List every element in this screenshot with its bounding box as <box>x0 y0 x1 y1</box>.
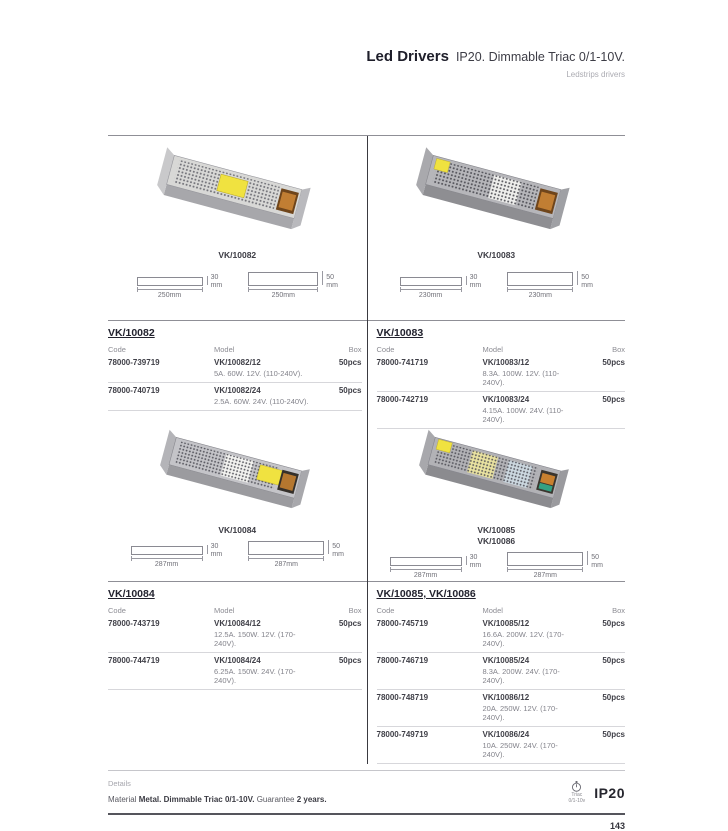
product-figure <box>368 429 626 581</box>
dimension-line <box>131 558 203 559</box>
product-code: 78000-748719 <box>376 693 429 702</box>
product-photo-vk10082 <box>144 146 330 246</box>
product-code: 78000-739719 <box>108 358 160 367</box>
dimension-diagram-50mm <box>248 540 344 569</box>
dimension-diagram-30mm <box>137 274 223 300</box>
triac-label: Triac <box>571 792 583 798</box>
length-label: 287mm <box>154 561 179 568</box>
product-caption-line: VK/10083 <box>477 250 516 260</box>
box-qty: 50pcs <box>338 358 362 367</box>
dimension-diagram-30mm <box>131 543 223 569</box>
length-label: 287mm <box>533 572 557 579</box>
model-name: VK/10082/12 <box>214 358 261 367</box>
product-figure <box>368 136 626 320</box>
table-row <box>108 383 362 411</box>
model-name: VK/10086/12 <box>482 693 530 702</box>
col-header-box: Box <box>348 606 362 615</box>
model-specs: 8.3A. 200W. 24V. (170-240V). <box>482 667 560 685</box>
box-qty: 50pcs <box>602 730 625 739</box>
col-header-model: Model <box>482 345 503 354</box>
product-code: 78000-744719 <box>108 656 160 665</box>
height-tick <box>466 276 467 285</box>
table-header-row <box>377 346 626 355</box>
height-tick <box>322 271 323 285</box>
model-specs: 2.5A. 60W. 24V. (110-240V). <box>214 397 309 406</box>
col-header-box: Box <box>612 345 625 354</box>
height-tick <box>577 271 578 285</box>
box-qty: 50pcs <box>338 619 362 628</box>
model-name: VK/10086/24 <box>482 730 530 739</box>
dimension-diagram-50mm <box>248 271 338 300</box>
table-row <box>108 616 362 653</box>
product-figure <box>108 136 367 320</box>
col-header-box: Box <box>348 345 362 354</box>
spec-title: VK/10082 <box>108 327 155 339</box>
table-row <box>377 653 626 690</box>
dimension-diagram-30mm <box>400 274 482 300</box>
height-label: 50 mm <box>591 554 603 569</box>
product-section-vk10082 <box>108 136 367 429</box>
product-code: 78000-745719 <box>376 619 429 628</box>
table-row <box>377 690 626 727</box>
spec-table <box>368 581 626 764</box>
model-specs: 6.25A. 150W. 24V. (170-240V). <box>214 667 296 685</box>
length-label: 250mm <box>157 292 182 299</box>
length-label: 250mm <box>271 292 295 299</box>
col-header-code: Code <box>108 606 126 615</box>
product-figure <box>108 429 367 581</box>
length-label: 287mm <box>274 561 298 568</box>
model-specs: 10A. 250W. 24V. (170-240V). <box>482 741 558 759</box>
model-specs: 5A. 60W. 12V. (110-240V). <box>214 369 303 378</box>
dimension-diagrams <box>137 271 338 300</box>
col-header-model: Model <box>214 606 235 615</box>
height-label: 50 mm <box>581 274 593 289</box>
box-qty: 50pcs <box>602 395 625 404</box>
product-caption <box>477 525 515 547</box>
product-caption-line: VK/10084 <box>218 525 257 535</box>
table-header-row <box>377 607 626 616</box>
triac-range-label: 0/1-10v <box>568 798 586 804</box>
dimension-line <box>248 289 318 290</box>
page-footer <box>108 770 625 831</box>
height-tick <box>328 540 329 554</box>
model-name: VK/10085/12 <box>482 619 530 628</box>
height-tick <box>466 556 467 565</box>
dimension-rect <box>507 272 573 286</box>
model-name: VK/10083/24 <box>482 395 530 404</box>
spec-title: VK/10085, VK/10086 <box>376 588 476 600</box>
dimension-rect <box>248 272 318 286</box>
product-section-vk10085-vk10086 <box>367 429 626 764</box>
product-photo-vk10083 <box>403 146 589 246</box>
model-specs: 16.6A. 200W. 12V. (170-240V). <box>482 630 564 648</box>
dimension-diagrams <box>131 540 344 569</box>
table-row <box>377 355 626 392</box>
page-number: 143 <box>609 821 625 831</box>
height-tick <box>207 276 208 285</box>
box-qty: 50pcs <box>602 358 625 367</box>
height-tick <box>207 545 208 554</box>
horizontal-rule <box>108 813 625 815</box>
spec-table <box>108 581 367 690</box>
model-name: VK/10082/24 <box>214 386 261 395</box>
model-name: VK/10083/12 <box>482 358 530 367</box>
col-header-code: Code <box>108 345 126 354</box>
col-header-model: Model <box>482 606 503 615</box>
height-label: 30 mm <box>469 274 482 289</box>
col-header-box: Box <box>612 606 625 615</box>
height-label: 30 mm <box>469 554 482 569</box>
material-line <box>108 795 625 804</box>
dimension-line <box>507 289 573 290</box>
material-value: Metal. Dimmable Triac 0/1-10V. <box>138 795 255 804</box>
length-label: 230mm <box>528 292 552 299</box>
ip-rating-badge: IP20 <box>594 784 625 801</box>
height-label: 30 mm <box>210 274 223 289</box>
dimension-diagram-50mm <box>507 551 603 580</box>
box-qty: 50pcs <box>338 386 362 395</box>
product-code: 78000-741719 <box>376 358 429 367</box>
product-caption <box>477 250 515 261</box>
length-label: 287mm <box>413 572 438 579</box>
table-row <box>377 392 626 429</box>
page-header <box>108 0 625 79</box>
table-row <box>377 616 626 653</box>
col-header-code: Code <box>376 345 395 354</box>
col-header-code: Code <box>376 606 395 615</box>
table-row <box>108 653 362 690</box>
spec-table <box>368 320 626 429</box>
height-label: 50 mm <box>326 274 338 289</box>
height-tick <box>587 551 588 565</box>
table-row <box>377 727 626 764</box>
model-specs: 20A. 250W. 12V. (170-240V). <box>482 704 558 722</box>
box-qty: 50pcs <box>602 656 625 665</box>
dimension-diagram-50mm <box>507 271 593 300</box>
product-caption-line: VK/10085 <box>477 525 516 535</box>
product-photo-vk10084 <box>144 429 330 523</box>
model-name: VK/10084/12 <box>214 619 261 628</box>
page-subtitle: IP20. Dimmable Triac 0/1-10V. <box>455 50 625 64</box>
product-caption <box>218 525 256 536</box>
guarantee-prefix: Guarantee <box>256 795 295 804</box>
product-code: 78000-743719 <box>108 619 160 628</box>
dimension-line <box>248 558 324 559</box>
product-code: 78000-749719 <box>376 730 429 739</box>
product-section-vk10083 <box>367 136 626 429</box>
product-code: 78000-740719 <box>108 386 160 395</box>
product-caption <box>218 250 256 261</box>
dimmer-knob-icon <box>569 781 586 804</box>
model-name: VK/10084/24 <box>214 656 261 665</box>
model-name: VK/10085/24 <box>482 656 530 665</box>
box-qty: 50pcs <box>602 693 625 702</box>
dimension-diagrams <box>390 551 603 580</box>
dimension-line <box>390 569 462 570</box>
product-code: 78000-746719 <box>376 656 429 665</box>
horizontal-rule <box>108 770 625 771</box>
dimension-rect <box>507 552 583 566</box>
col-header-model: Model <box>214 345 235 354</box>
product-caption-line: VK/10082 <box>218 250 257 260</box>
dimension-line <box>507 569 583 570</box>
model-specs: 12.5A. 150W. 12V. (170-240V). <box>214 630 296 648</box>
page-title: Led Drivers <box>366 48 449 65</box>
category-label: Ledstrips drivers <box>566 70 625 79</box>
product-caption-line: VK/10086 <box>477 536 516 546</box>
dimension-rect <box>248 541 324 555</box>
spec-title: VK/10083 <box>376 327 424 339</box>
dimension-line <box>137 289 203 290</box>
title-row <box>108 48 625 66</box>
product-code: 78000-742719 <box>376 395 429 404</box>
model-specs: 8.3A. 100W. 12V. (110-240V). <box>482 369 560 387</box>
dimension-line <box>400 289 462 290</box>
box-qty: 50pcs <box>338 656 362 665</box>
dimension-diagrams <box>400 271 593 300</box>
spec-table <box>108 320 367 411</box>
dimension-rect <box>137 277 203 286</box>
product-grid <box>108 136 625 764</box>
product-photo-vk10085-vk10086 <box>403 429 589 523</box>
length-label: 230mm <box>418 292 443 299</box>
table-row <box>108 355 362 383</box>
spec-title: VK/10084 <box>108 588 155 600</box>
guarantee-value: 2 years. <box>296 795 327 804</box>
product-section-vk10084 <box>108 429 367 764</box>
table-header-row <box>108 607 362 616</box>
dimension-rect <box>131 546 203 555</box>
details-label: Details <box>108 779 131 788</box>
dimension-rect <box>400 277 462 286</box>
table-header-row <box>108 346 362 355</box>
model-specs: 4.15A. 100W. 24V. (110-240V). <box>482 406 564 424</box>
dimension-rect <box>390 557 462 566</box>
box-qty: 50pcs <box>602 619 625 628</box>
dimension-diagram-30mm <box>390 554 482 580</box>
height-label: 50 mm <box>332 543 344 558</box>
height-label: 30 mm <box>210 543 223 558</box>
material-prefix: Material <box>108 795 137 804</box>
